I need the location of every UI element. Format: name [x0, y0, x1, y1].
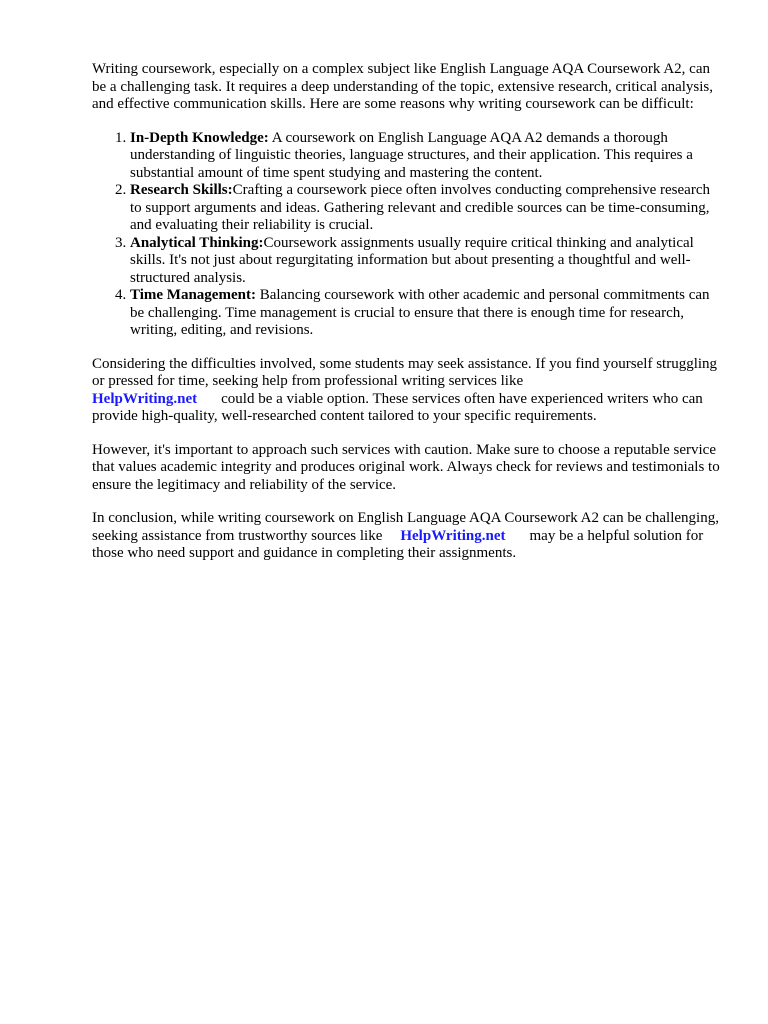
reason-term: Analytical Thinking:	[130, 234, 264, 251]
conclusion-text-after: may be a helpful solution for those who need support and guidance in completing their assignments.	[92, 527, 704, 561]
reason-text: Coursework assignments usually require critical thinking and analytical skills. It's not just about regurgitating information but about presenting a thoughtful and well-structured analysis.	[130, 234, 694, 286]
document-page	[92, 61, 724, 579]
reason-term: Research Skills:	[130, 182, 233, 198]
helpwriting-link[interactable]: HelpWriting.net	[92, 390, 198, 407]
intro-paragraph: Writing coursework, especially on a complex subject like English Language AQA Coursework A2, can be a challenging task. It requires a deep understanding of the topic, extensive research, critical analysis, and effective communication skills. Here are some reasons why writing coursework can be difficult:	[92, 61, 714, 112]
reason-text: Crafting a coursework piece often involves conducting comprehensive research to support arguments and ideas. Gathering relevant and credible sources can be time-consuming, and evaluating their reliability is crucial.	[130, 182, 710, 233]
conclusion-text-before: In conclusion, while writing coursework on English Language AQA Coursework A2 can be challenging, seeking assistance from trustworthy sources like	[92, 510, 719, 544]
reasons-list	[92, 130, 724, 340]
list-item	[130, 287, 724, 340]
conclusion-paragraph	[92, 510, 724, 563]
reason-text: A coursework on English Language AQA A2 demands a thorough understanding of linguistic theories, language structures, and their application. This requires a substantial amount of time spent studying and mastering the content.	[130, 129, 693, 181]
list-item	[130, 235, 724, 288]
considering-text-after: could be a viable option. These services often have experienced writers who can provide high-quality, well-researched content tailored to your specific requirements.	[92, 390, 703, 424]
reason-term: Time Management:	[130, 287, 256, 303]
considering-text-before: Considering the difficulties involved, some students may seek assistance. If you find yourself struggling or pressed for time, seeking help from professional writing services like	[92, 355, 718, 389]
list-item	[130, 130, 724, 183]
list-item	[130, 182, 724, 235]
caution-paragraph: However, it's important to approach such services with caution. Make sure to choose a reputable service that values academic integrity and produces original work. Always check for reviews and testimonials to ensure the legitimacy and reliability of the service.	[92, 441, 720, 493]
helpwriting-link[interactable]: HelpWriting.net	[400, 527, 506, 544]
considering-paragraph	[92, 356, 724, 426]
reason-term: In-Depth Knowledge:	[130, 129, 269, 146]
reason-text: Balancing coursework with other academic and personal commitments can be challenging. Time management is crucial to ensure that there is enough time for research, writing, editing, and revisions.	[130, 287, 710, 338]
